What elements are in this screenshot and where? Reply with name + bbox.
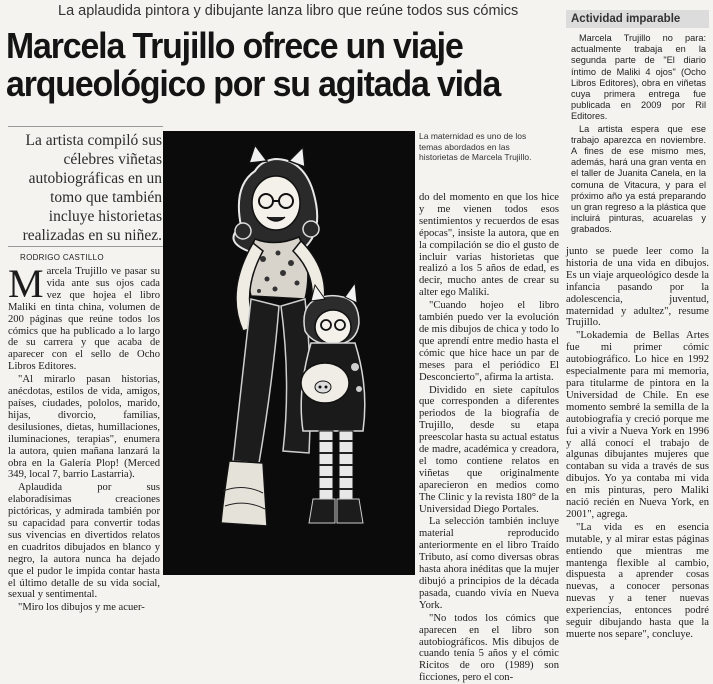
article-paragraph: "No todos los cómics que aparecen en el libro son autobiográficos. Mis dibujos de cuando tenía 5 años y el cómic Ricitos de oro (1989) son ficciones, pero el con- bbox=[419, 612, 559, 684]
headline-line-2: arqueológico por su agitada vida bbox=[6, 63, 501, 104]
headline-line-1: Marcela Trujillo ofrece un viaje bbox=[6, 25, 463, 66]
article-column-2 bbox=[419, 192, 559, 684]
article-paragraph: "Cuando hojeo el libro también puedo ver la evolución de mis dibujos de chica y todo lo que aprendí entre medio hasta el cómic que hice hace un par de meses para el periódico El Desconcierto", afirma la artista. bbox=[419, 300, 559, 383]
kicker: La aplaudida pintora y dibujante lanza libro que reúne todos sus cómics bbox=[58, 3, 519, 19]
article-paragraph: do del momento en que los hice y me vienen todos esos sentimientos y recuerdos de esas épocas", insiste la autora, que en la compilación se dio el gusto de incluir varias historietas que realizó a los 5 años de edad, es decir, mucho antes de crear su alter ego Maliki. bbox=[419, 192, 559, 299]
article-paragraph: "Miro los dibujos y me acuer- bbox=[18, 602, 145, 614]
sidebar-box bbox=[566, 10, 709, 235]
article-paragraph: "La vida es en esencia mutable, y al mirar estas páginas entiendo que mientras me mantenga flexible al cambio, dispuesta a aprender cosas nuevas, a conocer personas nuevas y a tener nuevas experiencias, entonces podré seguir dibujando hasta que la muerte nos separe", concluye. bbox=[566, 521, 709, 640]
drop-cap: M bbox=[8, 261, 44, 306]
illustration-svg bbox=[163, 131, 415, 575]
headline bbox=[6, 27, 525, 103]
sidebar-paragraph: La artista espera que ese trabajo aparezca en noviembre. A fines de ese mismo mes, además, hará una gran venta en el taller de Juanita Canela, en la comuna de Vitacura, y para el próximo año ya está preparando un gran regreso a la plástica que incluirá pinturas, acuarelas y grabados. bbox=[571, 123, 706, 235]
sidebar-paragraph: Marcela Trujillo no para: actualmente trabaja en la segunda parte de "El diario íntimo de Maliki 4 ojos" (Ocho Libros Editores), obra en viñetas cuya primera entrega fue publicada en 2009 por Ril Editores. bbox=[571, 33, 706, 122]
comic-illustration bbox=[163, 131, 415, 575]
sidebar-body bbox=[566, 28, 709, 236]
sidebar-title: Actividad imparable bbox=[566, 10, 709, 28]
deck-bottom-rule bbox=[8, 246, 163, 247]
article-paragraph: Aplaudida por sus elaboradísimas creaciones pictóricas, y admirada también por su capacidad para convertir todas sus vivencias en divertidos relatos en cuadritos dibujados en blanco y negro, la autora nunca ha dejado que el pudor le impida contar hasta el último detalle de su vida social, sexual y sentimental. bbox=[8, 482, 160, 601]
article-paragraph: Dividido en siete capítulos que corresponden a diferentes periodos de la biografía de Trujillo, desde su etapa preescolar hasta su actual estatus de madre, académica y creadora, el tomo contiene relatos en viñetas que originalmente aparecieron en medios como The Clinic y la revista 180° de la Universidad Diego Portales. bbox=[419, 384, 559, 515]
article-paragraph: La selección también incluye material reproducido anteriormente en el libro Traído Tributo, así como diversas obras hasta ahora inéditas que la mujer dibujó a principios de la década pasada, cuando vivía en Nueva York. bbox=[419, 516, 559, 611]
byline: RODRIGO CASTILLO bbox=[20, 253, 104, 262]
article-paragraph bbox=[8, 261, 160, 373]
deck-top-rule bbox=[8, 126, 163, 127]
deck: La artista compiló sus célebres viñetas autobiográficas en un tomo que también incluye historietas realizadas en su niñez. bbox=[22, 132, 162, 244]
article-paragraph: "Al mirarlo pasan historias, anécdotas, estilos de vida, amigos, países, ciudades, pololos, marido, hijas, divorcio, familias, desilusiones, dietas, humillaciones, iluminaciones, terapias", enumera la autora, quien mañana lanzará la obra en la Galería Plop! (Merced 349, local 7, barrio Lastarria). bbox=[8, 374, 160, 481]
article-paragraph: "Lokademia de Bellas Artes fue mi primer cómic autobiográfico. Lo hice en 1992 especialmente para mi memoria, para titularme de pintora en la Universidad de Chile. En ese momento sembré la semilla de la autobiografía y creció porque me fui a vivir a Nueva York en 1996 y allá conocí el trabajo de algunas dibujantes mujeres que contaban su vida a través de sus dibujos. Yo ya contaba mi vida en mis pinturas, pero Maliki nació recién en Nueva York, en 2001", agrega. bbox=[566, 330, 709, 520]
article-paragraph: junto se puede leer como la historia de una vida en dibujos. Es un viaje arqueológico desde la infancia pasando por la adolescencia, juventud, maternidad y adultez", resume Trujillo. bbox=[566, 246, 709, 329]
paragraph-text: arcela Trujillo ve pasar su vida ante sus ojos cada vez que hojea el libro Maliki en tinta china, volumen de 200 páginas que reúne todos los cómics que ha publicado a lo largo de su carrera y que acaba de aparecer con el sello de Ocho Libros Editores. bbox=[8, 266, 160, 373]
photo-caption: La maternidad es uno de los temas abordados en las historietas de Marcela Trujillo. bbox=[419, 131, 532, 162]
article-column-1 bbox=[8, 261, 160, 614]
article-column-3 bbox=[566, 246, 709, 640]
